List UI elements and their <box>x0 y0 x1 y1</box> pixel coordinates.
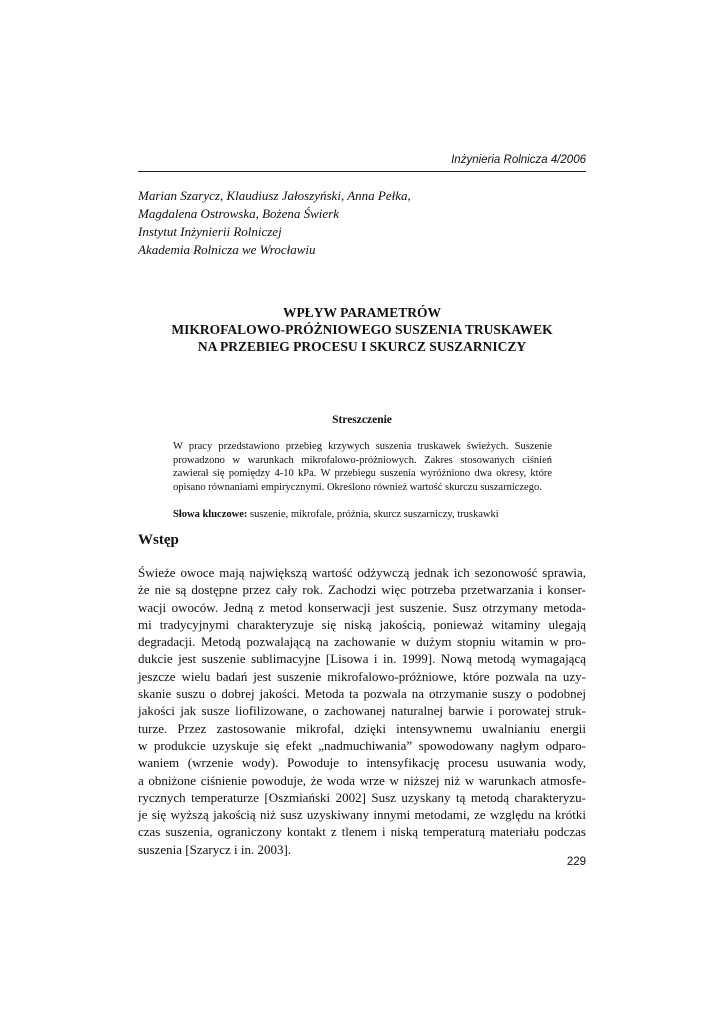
keywords-text: suszenie, mikrofale, próżnia, skurcz suszarniczy, truskawki <box>247 509 499 520</box>
title-line: MIKROFALOWO-PRÓŻNIOWEGO SUSZENIA TRUSKAWEK <box>171 322 553 337</box>
body-line: waniem (wrzenie wody). Powoduje to intensyfikację procesu usuwania wody, <box>138 755 586 771</box>
body-line: je się wyższą jakością niż susz uzyskiwany innymi metodami, ze względu na krótki <box>138 807 586 823</box>
body-line: Świeże owoce mają największą wartość odżywczą jednak ich sezonowość sprawia, <box>138 565 586 580</box>
body-line: w produkcie uzyskuje się efekt „nadmuchiwania” spowodowany nagłym odparo- <box>138 737 586 753</box>
body-line: turze. Przez zastosowanie mikrofal, dzięki intensywnemu uwalnianiu energii <box>138 720 586 736</box>
body-line: skanie suszu o dobrej jakości. Metoda ta pozwala na otrzymanie suszy o podobnej <box>138 686 586 702</box>
running-header <box>138 151 586 172</box>
affiliation-institute: Instytut Inżynierii Rolniczej <box>138 224 282 239</box>
author-line: Magdalena Ostrowska, Bożena Świerk <box>138 206 339 221</box>
abstract-line: W pracy przedstawiono przebieg krzywych suszenia truskawek świeżych. Suszenie <box>173 441 552 452</box>
title-line: WPŁYW PARAMETRÓW <box>282 305 442 320</box>
keywords <box>173 509 552 520</box>
author-line: Marian Szarycz, Klaudiusz Jałoszyński, Anna Pełka, <box>138 188 411 203</box>
body-line: wacji owoców. Jedną z metod konserwacji jest suszenie. Susz otrzymany metoda- <box>138 599 586 615</box>
affiliation-university: Akademia Rolnicza we Wrocławiu <box>138 242 316 257</box>
body-line: czas suszenia, ograniczony kontakt z tlenem i niską temperaturą materiału podczas <box>138 824 586 840</box>
abstract-heading: Streszczenie <box>332 414 392 426</box>
body-line: rycznych temperaturze [Oszmiański 2002] Susz uzyskany tą metodą charakteryzu- <box>138 789 586 805</box>
body-line: że nie są dostępne przez cały rok. Zachodzi więc potrzeba przetwarzania i konser- <box>138 582 586 598</box>
body-line: a obniżone ciśnienie powoduje, że woda wrze w niższej niż w warunkach atmosfe- <box>138 772 586 788</box>
section-heading: Wstęp <box>138 532 179 548</box>
paper-title <box>138 304 586 355</box>
body-line: suszenia [Szarycz i in. 2003]. <box>138 841 292 857</box>
title-line: NA PRZEBIEG PROCESU I SKURCZ SUSZARNICZY <box>197 339 527 354</box>
body-line: jeszcze wielu badań jest suszenie mikrofalowo-próżniowe, które pozwala na uzy- <box>138 668 586 684</box>
author-block <box>138 187 586 259</box>
body-line: mi tradycyjnymi charakteryzuje się niską jakością, ponieważ witaminy ulegają <box>138 616 586 632</box>
body-line: jakości jak susze liofilizowane, o zachowanej naturalnej barwie i porowatej struk- <box>138 703 586 719</box>
section-body <box>138 564 586 858</box>
keywords-label: Słowa kluczowe: <box>173 509 248 520</box>
page-number: 229 <box>566 856 586 868</box>
abstract-line: prowadzono w warunkach mikrofalowo-próżniowych. Zakres stosowanych ciśnień <box>173 454 552 466</box>
body-line: degradacji. Metodą pozwalającą na zachowanie w dużym stopniu witamin w pro- <box>138 634 586 650</box>
abstract-line: opisano równaniami empirycznymi. Określono również wartość skurczu suszarniczego. <box>173 481 542 493</box>
journal-name: Inżynieria Rolnicza 4/2006 <box>451 154 586 166</box>
abstract-text <box>173 440 552 494</box>
abstract-line: zawierał się pomiędzy 4-10 kPa. W przebiegu suszenia wyróżniono dwa okresy, które <box>173 468 552 479</box>
body-line: dukcie jest suszenie sublimacyjne [Lisowa i in. 1999]. Nową metodą wymagającą <box>138 651 586 667</box>
